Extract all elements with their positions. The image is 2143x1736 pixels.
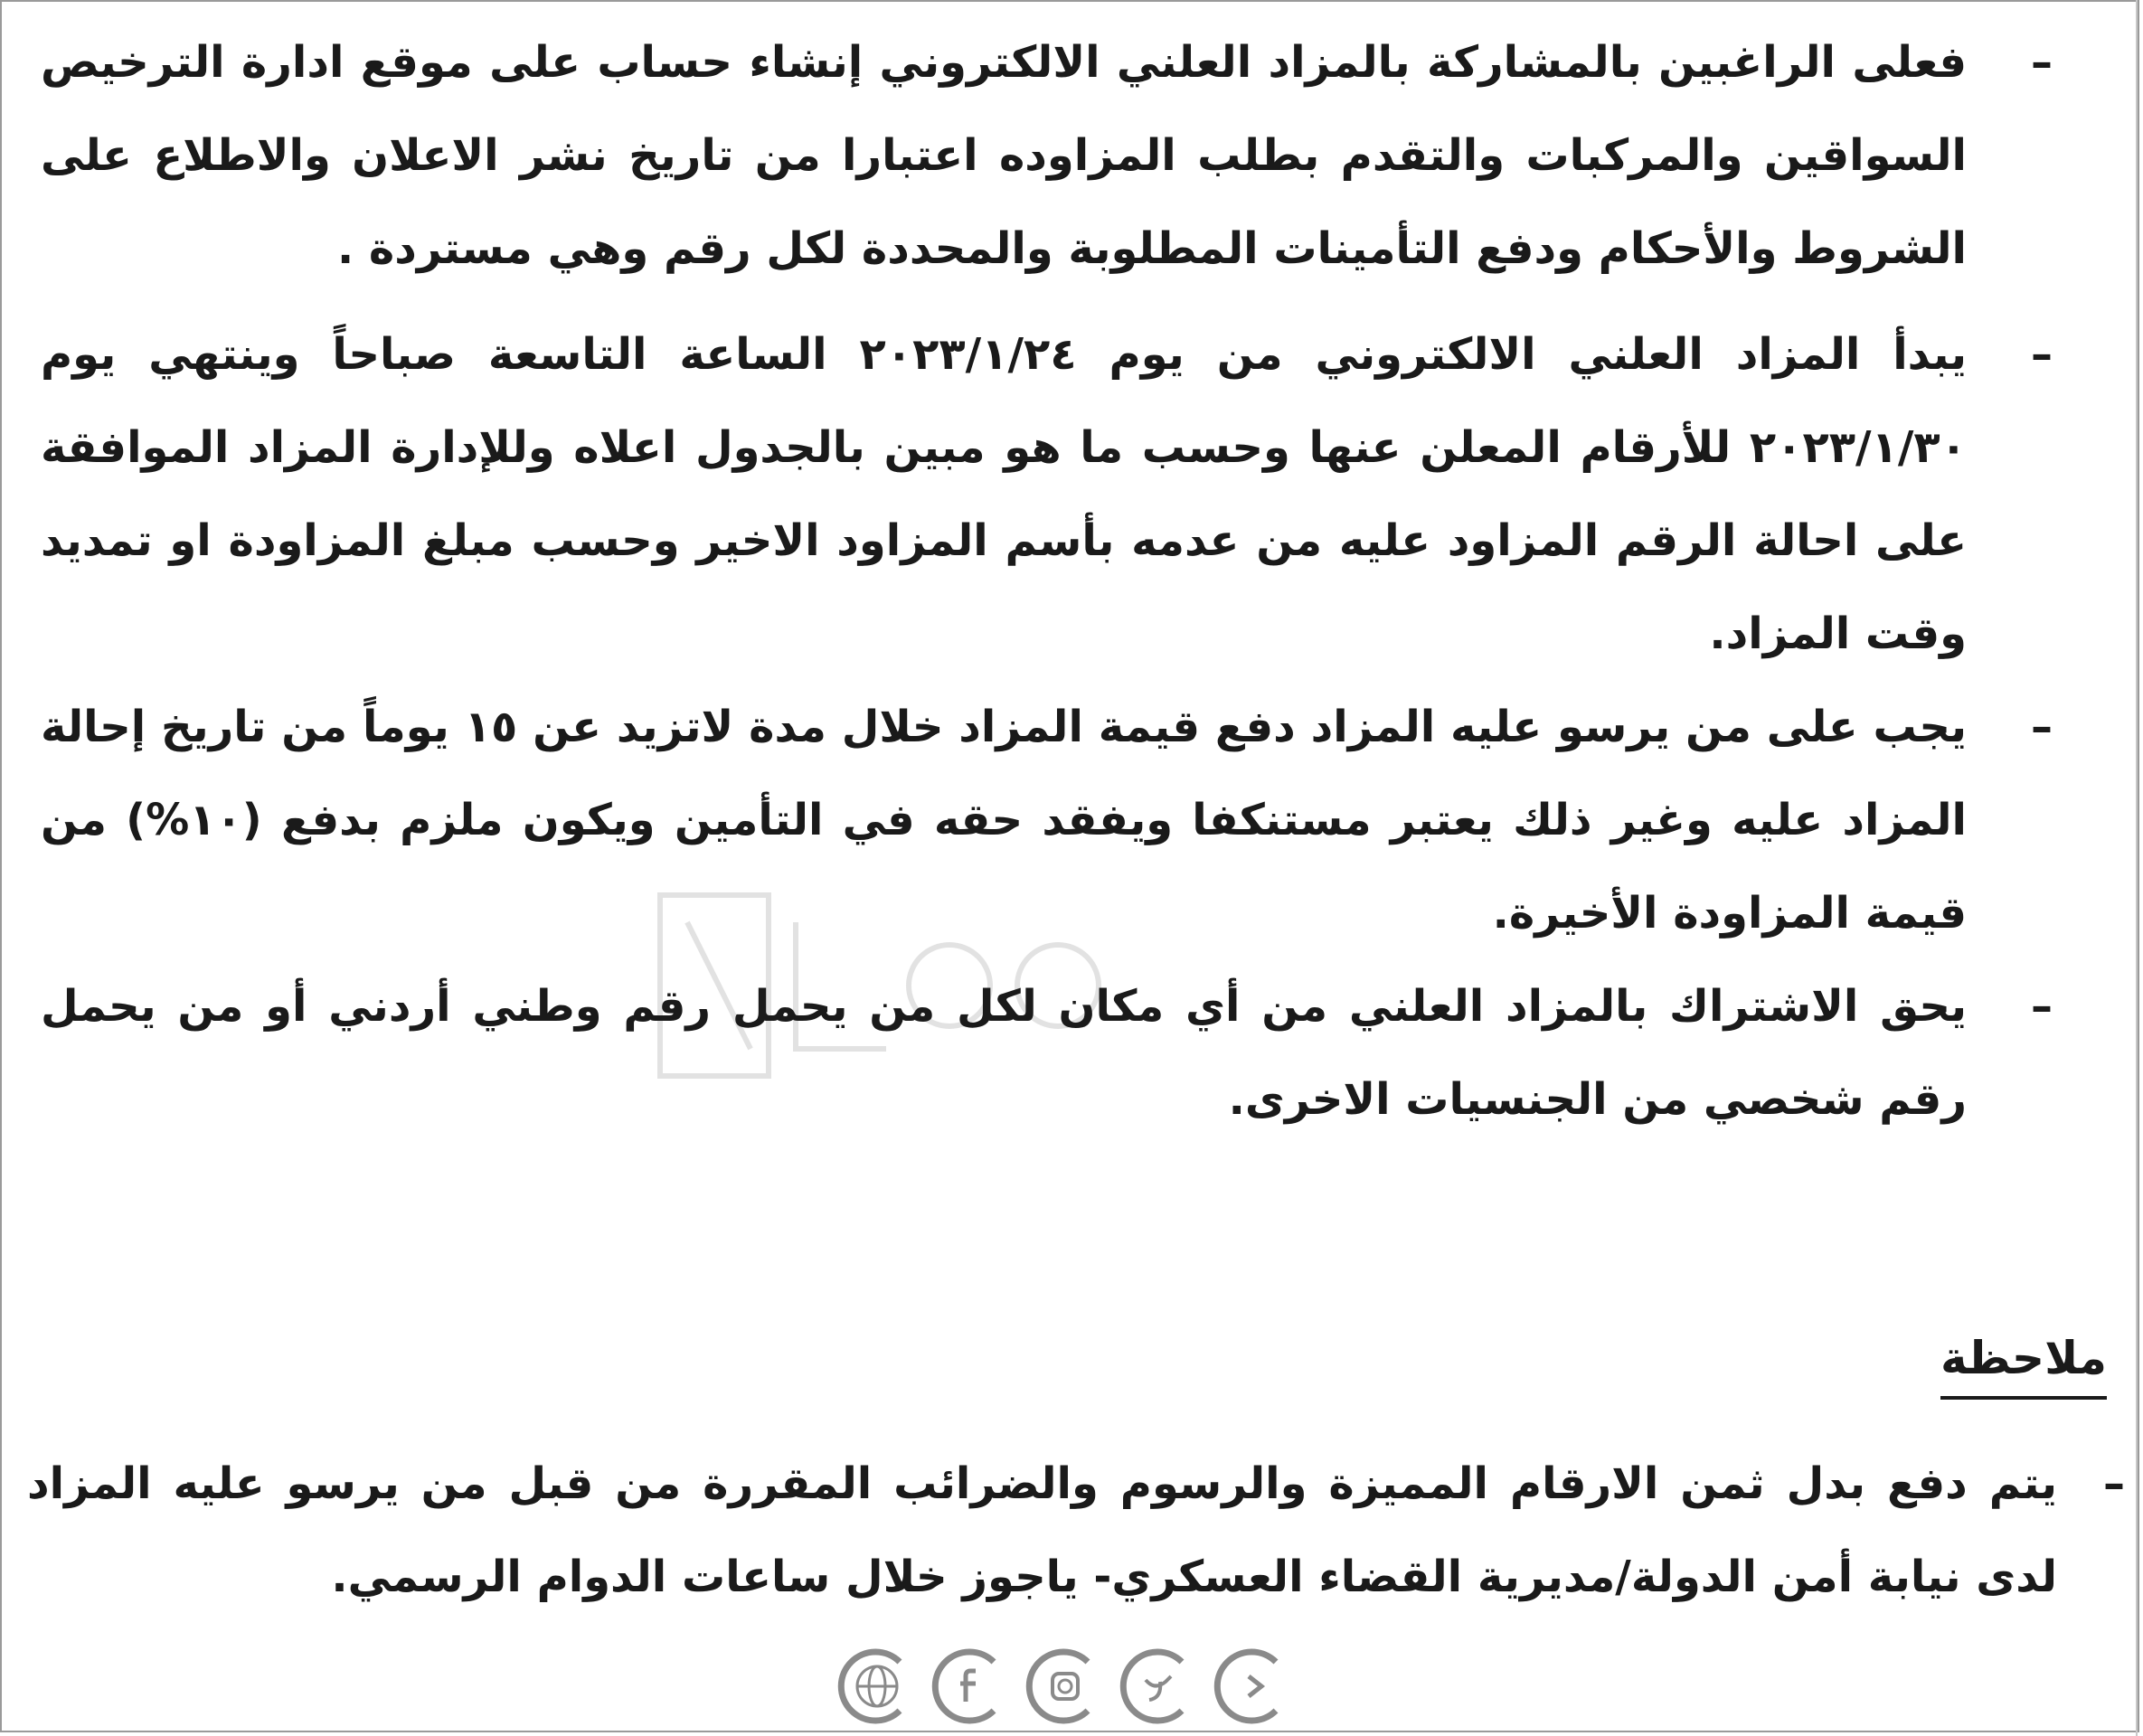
paragraph-text: يجب على من يرسو عليه المزاد دفع قيمة المزاد خلال مدة لاتزيد عن ١٥ يوماً من تاريخ إحالة المزاد عليه وغير ذلك يعتبر مستنكفا ويفقد حقه في التأمين ويكون ملزم بدفع (١٠%) من قيمة المزاودة الأخيرة. — [41, 702, 1968, 939]
list-item — [41, 681, 2053, 960]
paragraph-text: فعلى الراغبين بالمشاركة بالمزاد العلني الالكتروني إنشاء حساب على موقع ادارة الترخيص السواقين والمركبات والتقدم بطلب المزاوده اعتبارا من تاريخ نشر الاعلان والاطلاع على الشروط والأحكام ودفع التأمينات المطلوبة والمحددة لكل رقم وهي مستردة . — [41, 37, 1967, 274]
frame-edge — [2136, 0, 2138, 1736]
youtube-icon[interactable] — [1213, 1646, 1294, 1727]
facebook-icon[interactable] — [930, 1646, 1012, 1727]
paragraph-text: يحق الاشتراك بالمزاد العلني من أي مكان لكل من يحمل رقم وطني أردني أو من يحمل رقم شخصي من الجنسيات الاخرى. — [41, 981, 1967, 1125]
twitter-icon[interactable] — [1119, 1646, 1200, 1727]
instagram-icon[interactable] — [1024, 1646, 1106, 1727]
note-body — [27, 1438, 2125, 1624]
item-dash: – — [2103, 1458, 2125, 1509]
list-item — [41, 308, 2053, 681]
social-icons-bar — [836, 1637, 1294, 1736]
note-text: يتم دفع بدل ثمن الارقام المميزة والرسوم والضرائب المقررة من قبل من يرسو عليه المزاد لدى نيابة أمن الدولة/مديرية القضاء العسكري- ياجوز خلال ساعات الدوام الرسمي. — [27, 1458, 2057, 1602]
item-dash: – — [2031, 37, 2053, 88]
note-heading: ملاحظة — [1940, 1322, 2107, 1400]
paragraph-text: يبدأ المزاد العلني الالكتروني من يوم ٢٠٢٣/١/٢٤ الساعة التاسعة صباحاً وينتهي يوم ٢٠٢٣/١/٣٠ للأرقام المعلن عنها وحسب ما هو مبين بالجدول اعلاه وللإدارة المزاد الموافقة على احالة الرقم المزاود عليه من عدمه بأسم المزاود الاخير وحسب مبلغ المزاودة او تمديد وقت المزاد. — [41, 329, 1967, 659]
item-dash: – — [2031, 702, 2053, 752]
note-item — [27, 1438, 2125, 1624]
list-item — [41, 16, 2053, 296]
globe-icon[interactable] — [836, 1646, 918, 1727]
item-dash: – — [2031, 329, 2053, 380]
item-dash: – — [2031, 981, 2053, 1032]
document-body — [41, 16, 2053, 1146]
list-item — [41, 960, 2053, 1146]
